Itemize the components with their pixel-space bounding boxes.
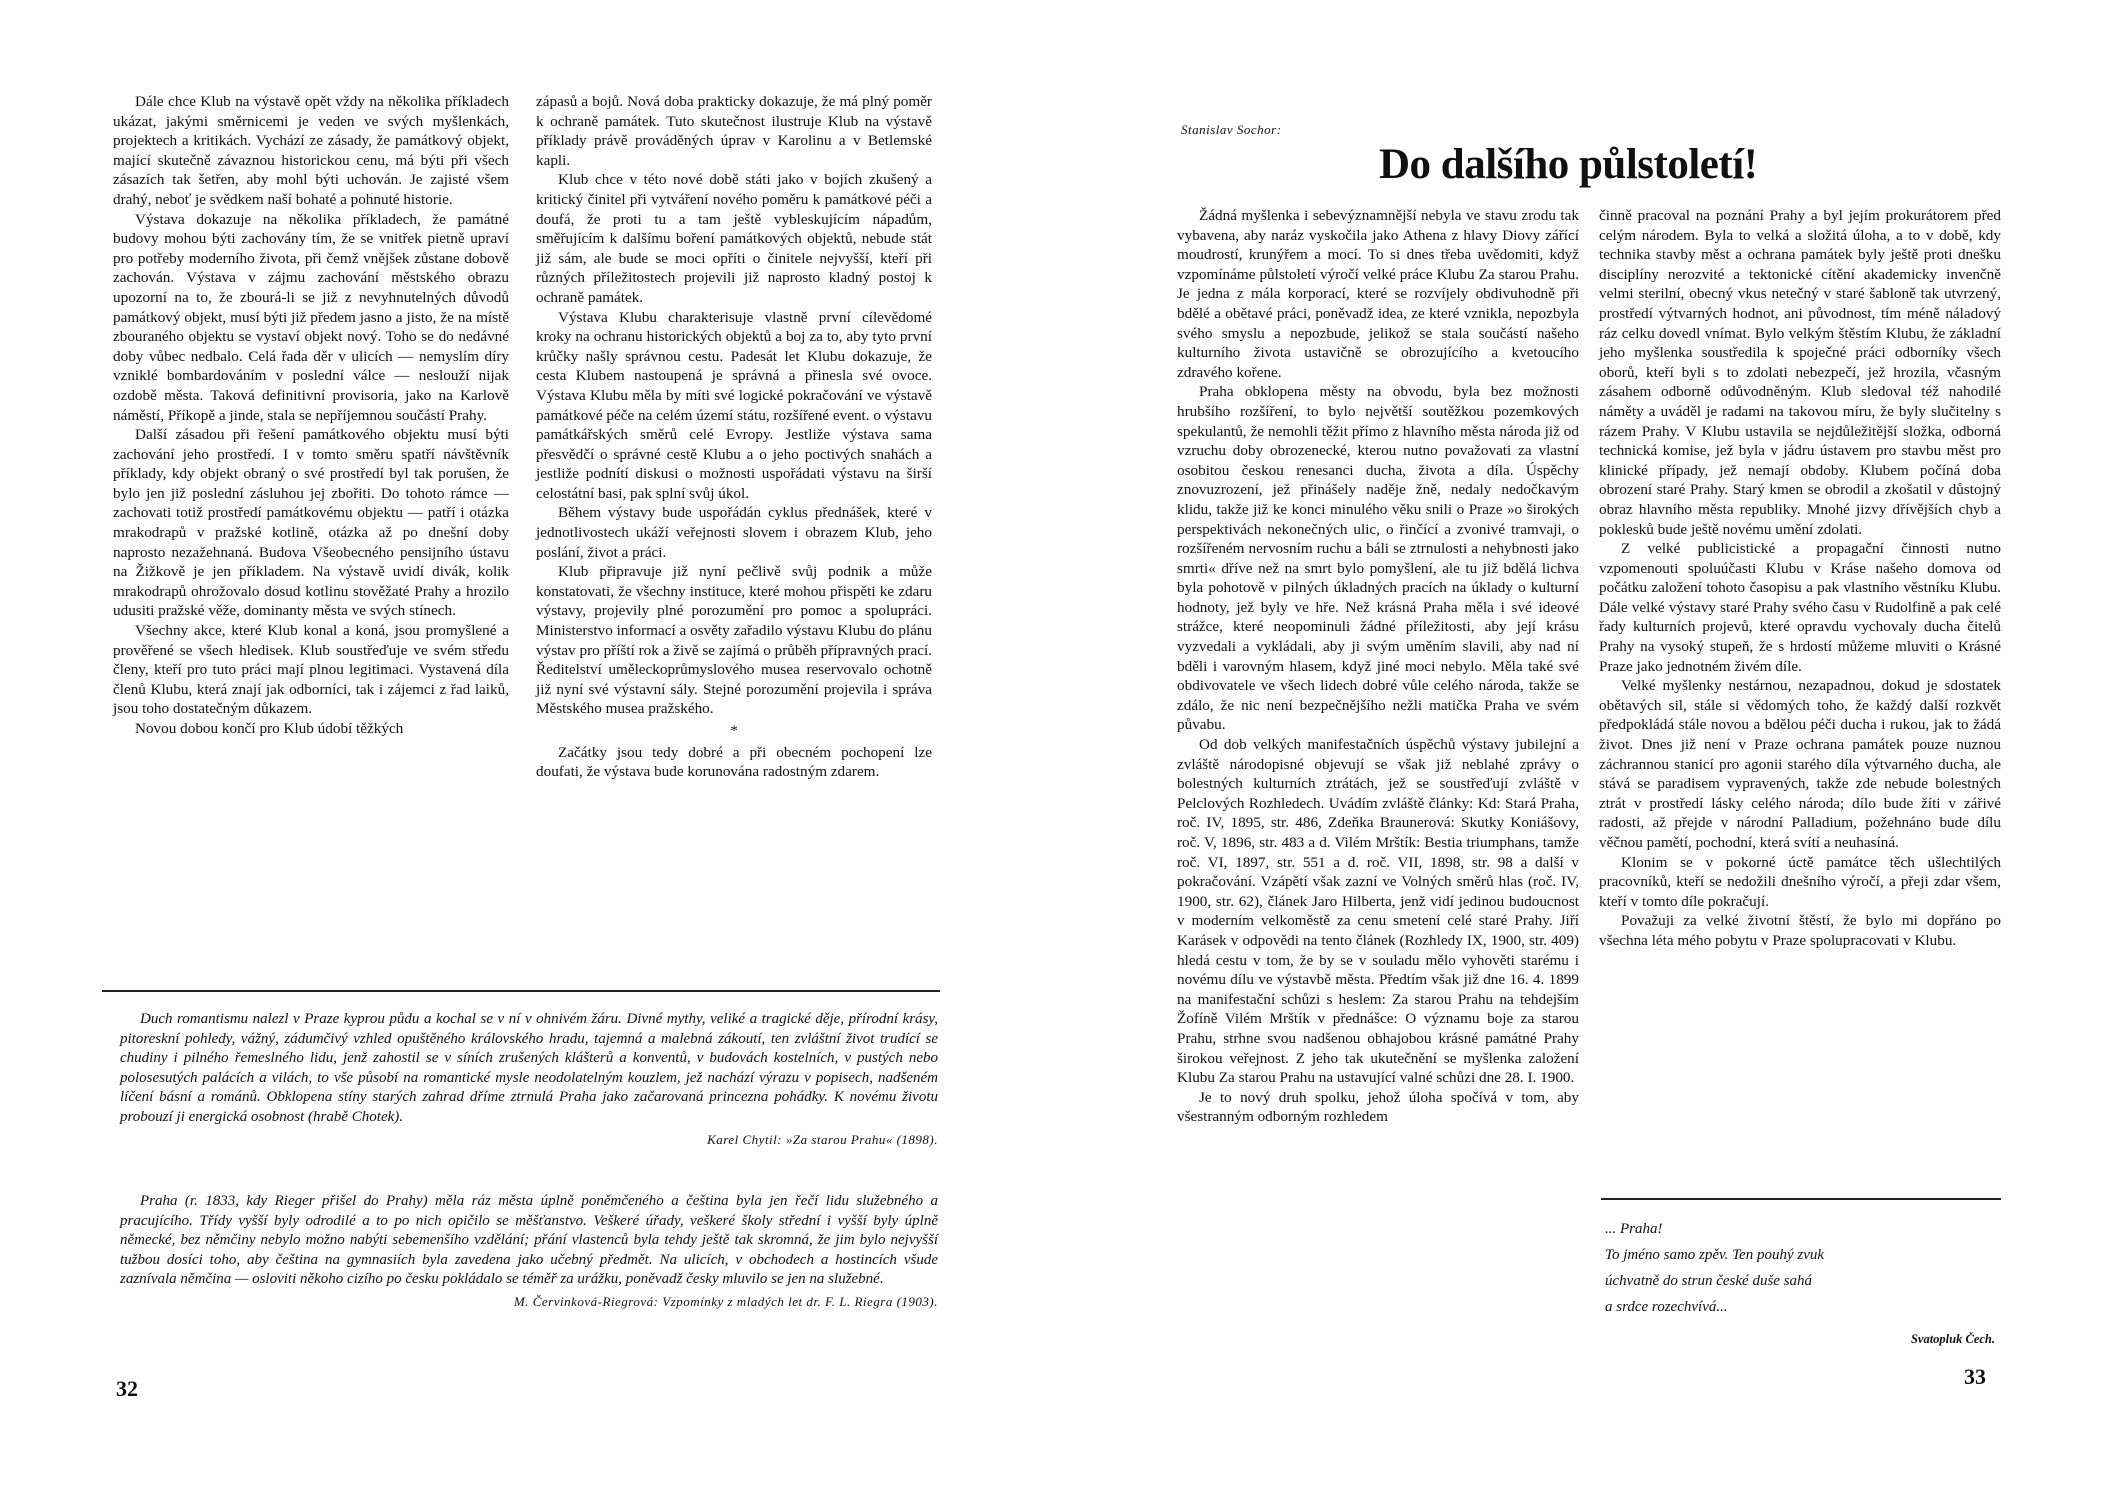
- left-column-1: [113, 92, 509, 739]
- paragraph: Žádná myšlenka i sebevýznamnější nebyla ve stavu zrodu tak vybavena, aby naráz vyskočila jako Athena z hlavy Diovy zářící moudrostí, krunýřem a mocí. To si dnes třeba uvědomiti, když vzpomínáme půlstoletí výročí velké práce Klubu Za starou Prahu. Je jedna z mála korporací, které se rozvíjely obdivuhodně při bdělé a obětavé práci, poněvadž idea, ze které vznikla, nepozbyla svého smyslu a nepozbude, jelikož se stala součástí našeho kulturního života ustavičně se obrozujícího a kvetoucího zdravého kořene.: [1177, 207, 1579, 381]
- paragraph: činně pracoval na poznání Prahy a byl jejím prokurátorem před celým národem. Byla to velká a složitá úloha, a to v době, kdy technika stavby měst a ochrana památek byly ještě proti dnešku disciplíny nerozvité a tektonické cítění akademicky invenčně velmi sterilní, obecný vkus netečný v staré šabloně tak utvrzený, prostředí výtvarných hodnot, ani původnost, tím méně náladový ráz celku dovedl vnímat. Bylo velkým štěstím Klubu, že základní jeho myšlenka soustředila k spoječné práci odborníky všech oborů, kteří byli s to zdolati nebezpečí, jež hrozila, včasným zásahem odborně odůvodněným. Klub sledoval též nahodilé náměty a uváděl je radami na takovou míru, že byly slučitelny s rázem Prahy. V Klubu ustavila se nejdůležitější složka, odborná technická komise, jež byla v jádru ústavem pro stavbu měst pro klinické případy, jež nemají obdoby. Klubem počíná doba obrození staré Prahy. Starý kmen se obrodil a zkošatil v důstojný obraz hlavního města republiky. Mnohé jizvy dřívějších chyb a poklesků bude ještě novému umění zdolati.: [1599, 207, 2001, 538]
- paragraph: Klub chce v této nové době státi jako v bojích zkušený a kritický činitel při vytváření nového poměru k památkové péči a doufá, že proti tu a tam ještě vybleskujícím nápadům, směřujícím k dalšímu boření památkových objektů, nebude stát již sám, ale bude se moci opříti o činitele nejvyšší, kteří při různých příležitostech projevili již naprosto kladný postoj k ochraně památek.: [536, 171, 932, 306]
- paragraph: Klub připravuje již nyní pečlivě svůj podnik a může konstatovati, že všechny instituce, které mohou přispěti ke zdaru výstavy, projevily plné porozumění pro pomoc a spolupráci. Ministerstvo informací a osvěty zařadilo výstavu Klubu do plánu výstav pro příští rok a živě se zajímá o průběh přípravných prací. Ředitelství uměleckoprůmyslového musea reservovalo ochotně již nyní své výstavní sály. Stejné porozumění projevila i správa Městského musea pražského.: [536, 563, 932, 718]
- quote-text: Duch romantismu nalezl v Praze kyprou půdu a kochal se v ní v ohnivém žáru. Divné mythy, veliké a tragické děje, přírodní krásy, pitoreskní pohledy, vážný, zádumčivý vzhled opuštěného královského hradu, tajemná a malebná zákoutí, ten zvláštní život trudící se chudiny i pilného řemeslného lidu, jenž zahostil se v síních zrušených klášterů a konventů, v budovách kostelních, v pustých nebo polosesutých palácích a vilách, to vše působí na romantické mysle neodolatelným kouzlem, jež nachází výrazu v popisech, nadšeném líčení básní a románů. Obklopena stíny starých zahrad dříme ztrnulá Praha jako začarovaná princezna pohádky. K novému životu probouzí ji energická osobnost (hrabě Chotek).: [120, 1011, 938, 1125]
- closing-poem: [1605, 1216, 1995, 1352]
- page-number-right: 33: [1964, 1364, 1986, 1389]
- poem-signature: Svatopluk Čech.: [1910, 1332, 1995, 1346]
- right-column-2: [1599, 206, 2001, 951]
- quote-cervinkova: [120, 1192, 938, 1312]
- left-column-2: [536, 92, 932, 782]
- paragraph: Klonim se v pokorné úctě památce těch ušlechtilých pracovníků, kteří se nedožili dnešního výročí, a přeji zdar všem, kteří v tomto díle pokračují.: [1599, 853, 2001, 910]
- article-author: Stanislav Sochor:: [1181, 122, 1282, 137]
- paragraph: Z velké publicistické a propagační činnosti nutno vzpomenouti spoluúčasti Klubu v Kráse našeho domova od počátku založení tohoto časopisu a pak vlastního věstníku Klubu. Dále velké výstavy staré Prahy svého času v Rudolfině a pak celé řady kulturních projevů, které opravdu vychovaly ducha čitelů Prahy na vysoký stupeň, že s hrdostí můžeme mluviti o Krásné Praze jako jednotném živém díle.: [1599, 540, 2001, 675]
- poem-line: úchvatně do strun české duše sahá: [1605, 1273, 1813, 1289]
- paragraph: Je to nový druh spolku, jehož úloha spočívá v tom, aby všestranným odborným rozhledem: [1177, 1088, 1579, 1126]
- paragraph: Dále chce Klub na výstavě opět vždy na několika příkladech ukázat, jakými směrnicemi je veden ve svých myšlenkách, projektech a kritikách. Vychází ze zásady, že památkový objekt, mající skutečně závaznou historickou cenu, má býti při všech zásazích tak šetřen, aby mohl býti uchován. Je zajisté všem drahý, neboť je svědkem naší bohaté a pohnuté historie.: [113, 93, 509, 208]
- paragraph: Další zásadou při řešení památkového objektu musí býti zachování jeho prostředí. I v tomto směru spatří návštěvník příklady, kdy objekt obraný o své prostředí byl tak porušen, že bylo jen již poslední zásluhou jej zbořiti. Do tohoto rámce — zachovati totiž prostředí památkovému objektu — patří i otázka mrakodrapů v pražské kotlině, otázka až po dnešní doby naprosto nezažehnaná. Budova Všeobecného pensijního ústavu na Žižkově je jen příkladem. Na výstavě uvidí divák, kolik mrakodrapů ohrožovalo dosud kotlinu stověžaté Prahy a hrozilo udusiti pražské věže, dominanty města ve svých stínech.: [113, 426, 509, 620]
- paragraph: Všechny akce, které Klub konal a koná, jsou promyšlené a prověřené se všech hledisek. Klub soustřeďuje ve svém středu členy, kteří pro tuto práci mají plnou legitimaci. Vystavená díla členů Klubu, která znají jak odborníci, tak i zájemci z řad laiků, jsou toho dostatečným důkazem.: [113, 622, 509, 718]
- quote-source: Karel Chytil: »Za starou Prahu« (1898).: [707, 1131, 938, 1147]
- quote-source: M. Červinková-Riegrová: Vzpomínky z mladých let dr. F. L. Riegra (1903).: [513, 1293, 938, 1309]
- poem-line: ... Praha!: [1605, 1221, 1663, 1237]
- horizontal-rule: [1601, 1198, 2001, 1200]
- poem-line: a srdce rozechvívá...: [1605, 1299, 1728, 1315]
- paragraph: Praha obklopena městy na obvodu, byla bez možnosti hrubšího rozšíření, to bylo největší soutěžkou pozemkových spekulantů, že nemohli těžit přímo z hlavního města národa již od vzruchu doby obrozenecké, kterou nutno považovati za vlastní osobitou českou renesanci ducha, života a díla. Úspěchy znovuzrození, jež přinášely naděje žně, nedaly nedočkavým klidu, takže již ke konci minulého věku snili o Praze »o širokých perspektivách nekonečných ulic, o řinčící a zvonivé tramvaji, o rozšířeném nervosním ruchu a báli se ztrnulosti a nehybnosti jako smrti« dříve než na smrt bylo pomyšlení, ale tu již bdělá lichva byla pohotově v pilných úkladných pracích na úklady o kulturní hodnoty, jež byly ve hře. Než krásná Praha měla i své ideové strážce, které neopominuli žádné příležitosti, aby její krásu vyzvedali a vykládali, aby ji svým uměním slavili, aby nad ní bděli i varovným hlasem, když jiné moci nebylo. Měla také své obdivovatele ve všech lidech dobré vůle celého národa, takže se zdálo, že nic není bezpečnějšího nežli matička Praha ve svém půvabu.: [1177, 383, 1579, 734]
- paragraph: Začátky jsou tedy dobré a při obecném pochopení lze doufati, že výstava bude korunována radostným zdarem.: [536, 743, 932, 781]
- section-separator: *: [730, 722, 738, 739]
- quote-text: Praha (r. 1833, kdy Rieger přišel do Prahy) měla ráz města úplně poněmčeného a čeština byla jen řečí lidu služebného a pracujícího. Třídy vyšší byly odrodilé a to po nich opičilo se měšťanstvo. Veškeré úřady, veškeré školy střední i vyšší byly úplně německé, bez němčiny nebylo možno nabýti sebemenšího vzdělání; přání vlastenců byla tehdy ještě tak skromná, že jim bylo nejvyšší tužbou dosíci toho, aby čeština na gymnasiích byla zavedena jako učebný předmět. Na ulicích, v obchodech a hostincích všude zaznívala němčina — osloviti někoho cizího po česku pokládalo se téměř za urážku, poněvadž česky mluvilo se jen na služebné.: [120, 1193, 938, 1288]
- paragraph: Považuji za velké životní štěstí, že bylo mi dopřáno po všechna léta mého pobytu v Praze spolupracovati v Klubu.: [1599, 912, 2001, 949]
- poem-line: To jméno samo zpěv. Ten pouhý zvuk: [1605, 1247, 1825, 1263]
- page-number-left: 32: [116, 1376, 138, 1401]
- horizontal-rule: [102, 990, 940, 992]
- paragraph: Během výstavy bude uspořádán cyklus přednášek, které v jednotlivostech ukáží veřejnosti slovem i obrazem Klub, jeho poslání, život a práci.: [536, 504, 932, 561]
- article-title: Do dalšího půlstoletí!: [1379, 141, 1758, 188]
- paragraph: Výstava Klubu charakterisuje vlastně první cílevědomé kroky na ochranu historických objektů a boj za to, aby tyto první krůčky našly správnou cestu. Padesát let Klubu dokazuje, že cesta Klubem nastoupená je správná a přinesla své ovoce. Výstava Klubu měla by míti své logické pokračování ve výstavě památkové péče na celém území státu, rozšířené event. o výstavu památkářských směrů celé Evropy. Jestliže výstava sama přesvědčí o správné cestě Klubu a o jeho poctivých snahách a jestliže podnítí diskusi o možnosti uspořádati výstavu na širší celostátní basi, pak splní svůj úkol.: [536, 308, 932, 502]
- paragraph: Novou dobou končí pro Klub údobí těžkých: [135, 720, 404, 737]
- paragraph: Velké myšlenky nestárnou, nezapadnou, dokud je sdostatek obětavých sil, stále si vědomých toho, že každý další rozkvět předpokládá stále novou a bdělou péči ducha i rukou, jak to žádá život. Dnes již není v Praze ochrana památek pouze nuznou záchrannou stanicí pro agonii starého díla výtvarného ducha, ale stává se paradisem vypravených, takže zde nebude bolestných ztrát v prostředí lásky celého národa; dílo bude žíti v zářivé radosti, až přejde v národní Palladium, požehnáno bude dílu věčnou pamětí, pochodní, která svítí a neuhasíná.: [1599, 677, 2001, 851]
- paragraph: Výstava dokazuje na několika příkladech, že památné budovy mohou býti zachovány tím, že se vnitřek pietně upraví pro potřeby moderního života, při čemž vnějšek zůstane dobově zachován. Výstava v zájmu zachování městského obrazu upozorní na to, že zbourá-li se již z nevyhnutelných důvodů památkový objekt, musí býti již předem jasno a jisto, že na místě zbouraného objektu se vystaví objekt nový. Toho se do nedávné doby vůbec nedbalo. Celá řada děr v ulicích — nemyslím díry vzniklé bombardováním v poslední válce — neslouží nijak ozdobě města. Taková definitivní provisoria, jako na Karlově náměstí, Příkopě a jinde, stala se nepříjemnou součástí Prahy.: [113, 210, 509, 424]
- right-page: [1057, 0, 2114, 1500]
- right-column-1: [1177, 206, 1579, 1127]
- paragraph: zápasů a bojů. Nová doba prakticky dokazuje, že má plný poměr k ochraně památek. Tuto skutečnost ilustruje Klub na výstavě příklady právě prováděných úprav v Karolinu a v Betlemské kapli.: [536, 93, 932, 169]
- paragraph: Od dob velkých manifestačních úspěchů výstavy jubilejní a zvláště národopisné objevují se však již neblahé zprávy o bolestných kulturních ztrátách, jež se soustřeďují zvláště v Pelclových Rozhledech. Uvádím zvláště články: Kd: Stará Praha, roč. IV, 1895, str. 486, Zdeňka Braunerová: Skutky Koniášovy, roč. V, 1896, str. 483 a d. Vilém Mrštík: Bestia triumphans, tamže roč. VI, 1897, str. 551 a d. roč. VII, 1898, str. 98 a další v pokračování. Vzápětí však zazní ve Volných směrů hlas (roč. IV, 1900, str. 62), článek Jaro Hilberta, jenž vidí jedinou budoucnost v moderním velkoměstě za cenu smetení celé staré Prahy. Jiří Karásek v odpovědi na tento článek (Rozhledy IX, 1900, str. 409) hledá cestu v tom, že by se v souladu mělo vyhověti starému i novému dílu ve výstavbě města. Předtím však již dne 16. 4. 1899 na manifestační schůzi s heslem: Za starou Prahu na tehdejším Žofíně Vilém Mrštík v přednášce: O významu boje za starou Prahu, strhne svou nadšenou obhajobou krásné památné Prahy širokou veřejnost. Z jeho tak ukutečnění se myšlenka založení Klubu Za starou Prahu na ustavující valné schůzi dne 28. I. 1900.: [1177, 736, 1579, 1087]
- quote-chytil: [120, 1010, 938, 1149]
